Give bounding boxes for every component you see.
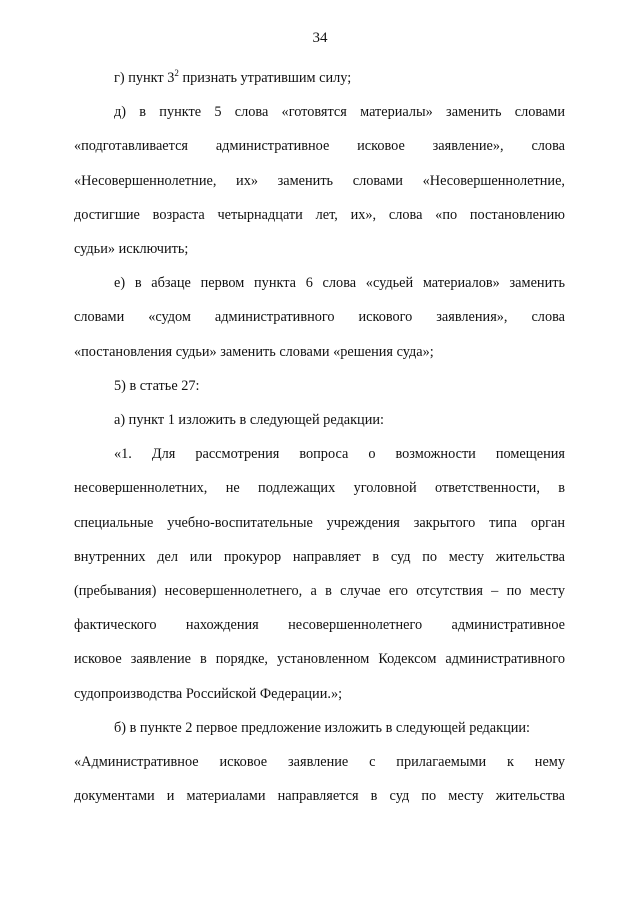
paragraph-line: 5) в статье 27: [114,377,200,394]
paragraph-quote-2 [74,745,565,813]
paragraph-line: судопроизводства Российской Федерации.»; [74,685,343,702]
paragraph-line: внутренних дел или прокурор направляет в суд по месту жительства [74,548,565,565]
paragraph-article-27 [74,369,565,403]
paragraph-line: «подготавливается административное исковое заявление», слова [74,138,565,155]
paragraph-line: специальные учебно-воспитательные учреждения закрытого типа орган [74,514,565,531]
page-number: 34 [312,30,328,46]
paragraph-line: б) в пункте 2 первое предложение изложить в следующей редакции: [114,719,531,736]
paragraph-line: фактического нахождения несовершеннолетнего административное [74,617,565,634]
paragraph-quote-1 [74,437,565,711]
paragraph-line: словами «судом административного искового заявления», слова [74,309,565,326]
paragraph-a [74,403,565,437]
paragraph-line: д) в пункте 5 слова «готовятся материалы» заменить словами [114,104,565,121]
paragraph-line: «постановления судьи» заменить словами «решения суда»; [74,343,434,360]
paragraph-line: «Несовершеннолетние, их» заменить словами «Несовершеннолетние, [74,172,565,189]
paragraph-line: исковое заявление в порядке, установленном Кодексом административного [74,651,565,668]
paragraph-b [74,711,565,745]
paragraph-line: е) в абзаце первом пункта 6 слова «судьей материалов» заменить [114,275,565,292]
paragraph-line: а) пункт 1 изложить в следующей редакции: [114,412,384,429]
paragraph-line: судьи» исключить; [74,241,189,258]
paragraph-d [74,95,565,266]
paragraph-line: достигшие возраста четырнадцати лет, их», слова «по постановлению [74,206,565,223]
paragraph-line: (пребывания) несовершеннолетнего, а в случае его отсутствия – по месту [74,583,565,600]
superscript: 2 [174,68,179,79]
paragraph-line: «1. Для рассмотрения вопроса о возможности помещения [114,446,565,463]
paragraph-e [74,266,565,369]
paragraph-line: несовершеннолетних, не подлежащих уголовной ответственности, в [74,480,565,497]
paragraph-line: «Административное исковое заявление с прилагаемыми к нему [74,754,565,771]
document-body [74,61,565,813]
paragraph-line: документами и материалами направляется в суд по месту жительства [74,788,565,805]
paragraph-g [74,61,565,95]
paragraph-line: г) пункт $3^2$ признать утратившим силу; [114,68,352,86]
